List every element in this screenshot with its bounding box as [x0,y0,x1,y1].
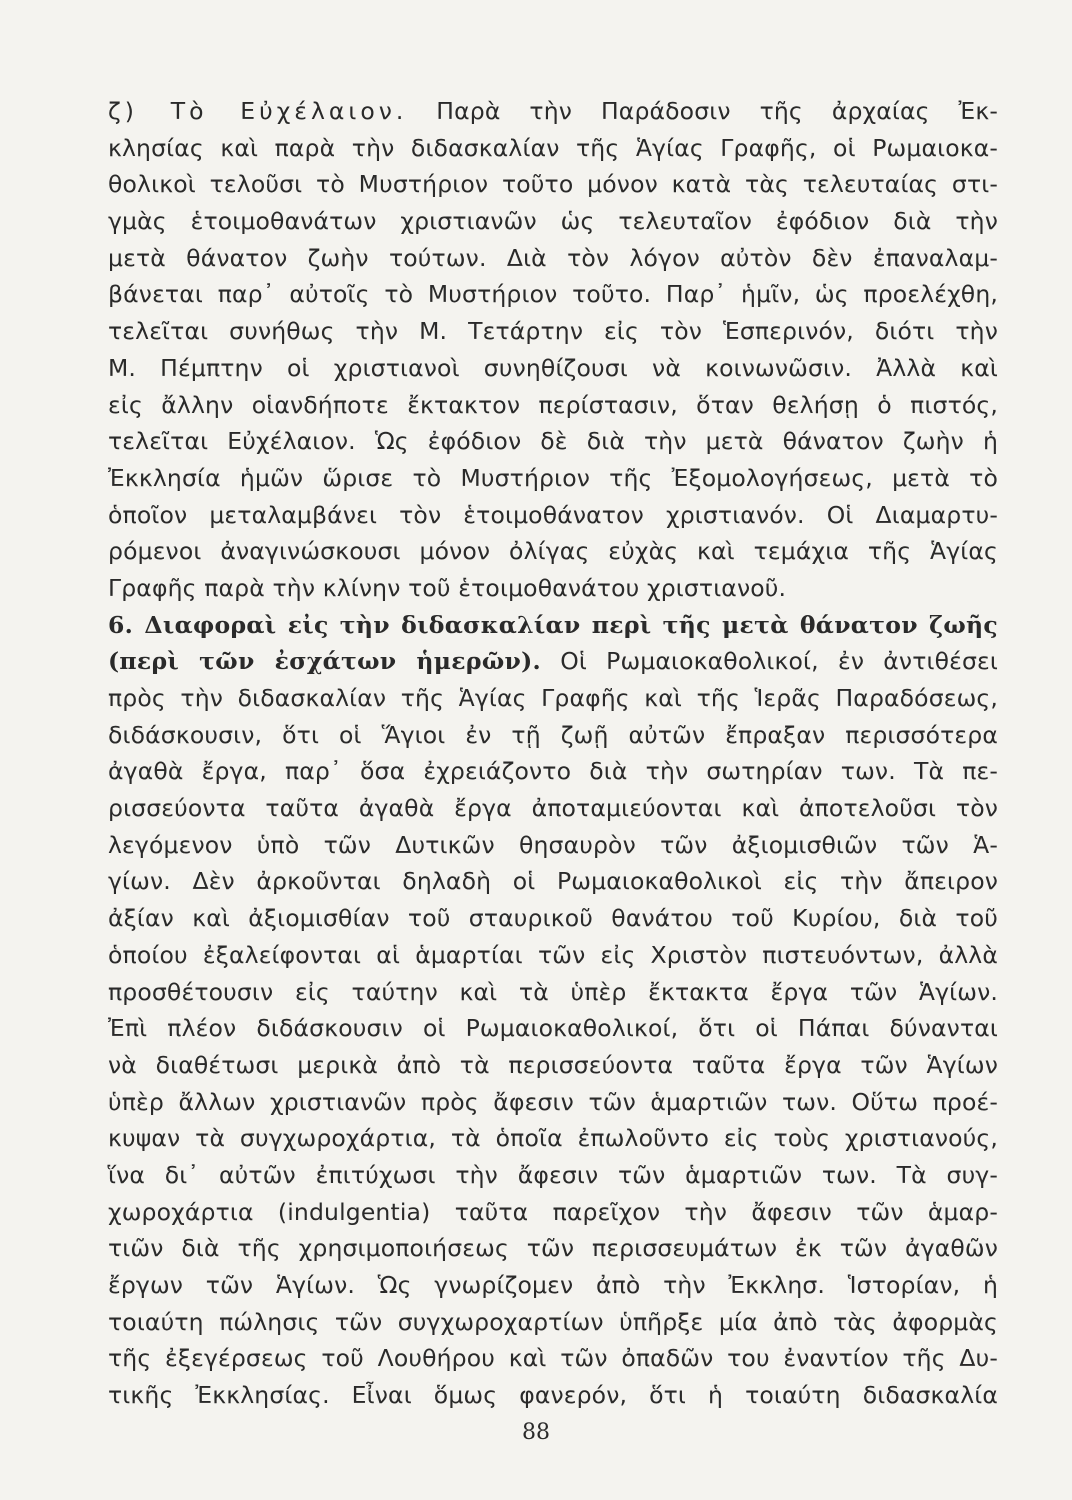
text-line: τιῶν διὰ τῆς χρησιμοποιήσεως τῶν περισσευμάτων ἐκ τῶν ἀγαθῶν [108,1234,998,1263]
page-number: 88 [522,1420,550,1445]
section-6-heading-line1: 6. Διαφοραὶ εἰς τὴν διδασκαλίαν περὶ τῆς μετὰ θάνατον ζωῆς [108,610,998,639]
text-line: θολικοὶ τελοῦσι τὸ Μυστήριον τοῦτο μόνον κατὰ τὰς τελευταίας στι- [108,170,998,199]
text-line: ἀγαθὰ ἔργα, παρ᾽ ὅσα ἐχρειάζοντο διὰ τὴν σωτηρίαν των. Τὰ πε- [108,757,998,786]
text-line: διδάσκουσιν, ὅτι οἱ Ἅγιοι ἐν τῇ ζωῇ αὐτῶν ἔπραξαν περισσότερα [108,720,998,749]
text-line: μετὰ θάνατον ζωὴν τούτων. Διὰ τὸν λόγον αὐτὸν δὲν ἐπαναλαμ- [108,243,998,272]
text-line: τελεῖται συνήθως τὴν Μ. Τετάρτην εἰς τὸν Ἑσπερινόν, διότι τὴν [108,317,998,346]
text-line: ὁποῖον μεταλαμβάνει τὸν ἑτοιμοθάνατον χριστιανόν. Οἱ Διαμαρτυ- [108,500,998,529]
text-line: τοιαύτη πώλησις τῶν συγχωροχαρτίων ὑπῆρξε μία ἀπὸ τὰς ἀφορμὰς [108,1307,998,1336]
text-line: γίων. Δὲν ἀρκοῦνται δηλαδὴ οἱ Ρωμαιοκαθολικοὶ εἰς τὴν ἄπειρον [108,867,998,896]
text-line: τελεῖται Εὐχέλαιον. Ὡς ἐφόδιον δὲ διὰ τὴν μετὰ θάνατον ζωὴν ἡ [108,427,998,456]
text-line: ζ) Τὸ Εὐχέλαιον. Παρὰ τὴν Παράδοσιν τῆς ἀρχαίας Ἐκ- [108,97,999,125]
text-line: Μ. Πέμπτην οἱ χριστιανοὶ συνηθίζουσι νὰ κοινωνῶσιν. Ἀλλὰ καὶ [108,353,998,382]
text-line: χωροχάρτια (indulgentia) ταῦτα παρεῖχον τὴν ἄφεσιν τῶν ἁμαρ- [108,1197,998,1226]
section-z-label: ζ) Τὸ Εὐχέλαιον. [108,97,408,125]
text-line: ὑπὲρ ἄλλων χριστιανῶν πρὸς ἄφεσιν τῶν ἁμαρτιῶν των. Οὕτω προέ- [108,1087,998,1116]
text-line: κλησίας καὶ παρὰ τὴν διδασκαλίαν τῆς Ἁγίας Γραφῆς, οἱ Ρωμαιοκα- [108,133,998,162]
text-line: πρὸς τὴν διδασκαλίαν τῆς Ἁγίας Γραφῆς καὶ τῆς Ἱερᾶς Παραδόσεως, [108,684,998,712]
text-line: λεγόμενον ὑπὸ τῶν Δυτικῶν θησαυρὸν τῶν ἀξιομισθιῶν τῶν Ἁ- [108,830,998,859]
text-line: βάνεται παρ᾽ αὐτοῖς τὸ Μυστήριον τοῦτο. Παρ᾽ ἡμῖν, ὡς προελέχθη, [108,280,998,309]
text-line: νὰ διαθέτωσι μερικὰ ἀπὸ τὰ περισσεύοντα ταῦτα ἔργα τῶν Ἁγίων [108,1050,998,1079]
text-line: ρόμενοι ἀναγινώσκουσι μόνον ὀλίγας εὐχὰς καὶ τεμάχια τῆς Ἁγίας [108,537,998,566]
text-line: ἵνα δι᾽ αὐτῶν ἐπιτύχωσι τὴν ἄφεσιν τῶν ἁμαρτιῶν των. Τὰ συγ- [108,1160,998,1189]
text-line: (περὶ τῶν ἐσχάτων ἡμερῶν). Οἱ Ρωμαιοκαθολικοί, ἐν ἀντιθέσει [108,647,998,676]
section-heading [108,607,998,644]
text-line: γμὰς ἑτοιμοθανάτων χριστιανῶν ὡς τελευταῖον ἐφόδιον διὰ τὴν [108,207,998,236]
text-line: τῆς ἐξεγέρσεως τοῦ Λουθήρου καὶ τῶν ὀπαδῶν του ἐναντίον τῆς Δυ- [108,1344,998,1373]
text-line: εἰς ἄλλην οἱανδήποτε ἔκτακτον περίστασιν, ὅταν θελήσῃ ὁ πιστός, [108,390,998,419]
section-6-heading-line2: (περὶ τῶν ἐσχάτων ἡμερῶν). [108,647,541,676]
text-line: Ἐπὶ πλέον διδάσκουσιν οἱ Ρωμαιοκαθολικοί, ὅτι οἱ Πάπαι δύνανται [108,1014,998,1043]
text-line: Γραφῆς παρὰ τὴν κλίνην τοῦ ἑτοιμοθανάτου χριστιανοῦ. [108,573,787,602]
text-line: Ἐκκλησία ἡμῶν ὥρισε τὸ Μυστήριον τῆς Ἐξομολογήσεως, μετὰ τὸ [108,463,998,492]
text-line: προσθέτουσιν εἰς ταύτην καὶ τὰ ὑπὲρ ἔκτακτα ἔργα τῶν Ἁγίων. [108,977,998,1006]
text-line: κυψαν τὰ συγχωροχάρτια, τὰ ὁποῖα ἐπωλοῦντο εἰς τοὺς χριστιανούς, [108,1124,998,1153]
body-text [108,93,998,1414]
text-line: ἔργων τῶν Ἁγίων. Ὡς γνωρίζομεν ἀπὸ τὴν Ἐκκλησ. Ἱστορίαν, ἡ [108,1271,998,1299]
text-line: τικῆς Ἐκκλησίας. Εἶναι ὅμως φανερόν, ὅτι ἡ τοιαύτη διδασκαλία [108,1381,998,1410]
text-line: ρισσεύοντα ταῦτα ἀγαθὰ ἔργα ἀποταμιεύονται καὶ ἀποτελοῦσι τὸν [108,794,998,823]
text-line: ὁποίου ἐξαλείφονται αἱ ἁμαρτίαι τῶν εἰς Χριστὸν πιστευόντων, ἀλλὰ [108,940,998,969]
text-line: ἀξίαν καὶ ἀξιομισθίαν τοῦ σταυρικοῦ θανάτου τοῦ Κυρίου, διὰ τοῦ [108,904,998,933]
